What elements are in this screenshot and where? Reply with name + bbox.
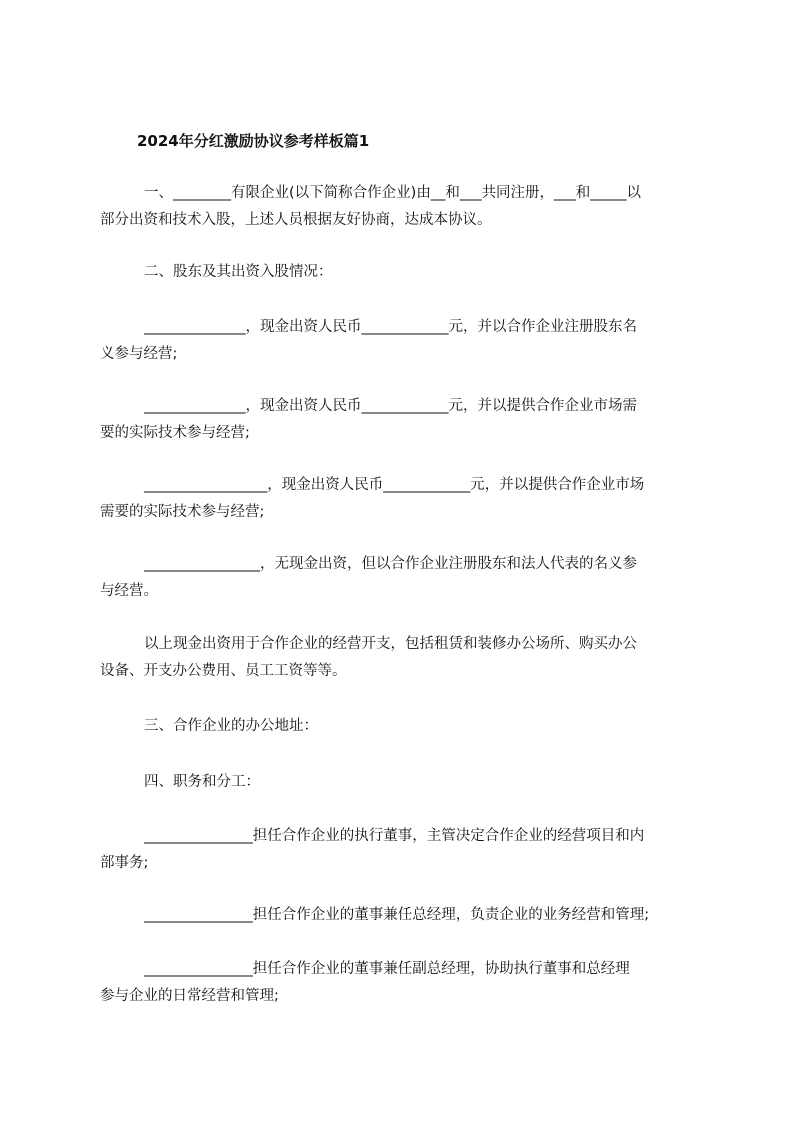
paragraph-line: 需要的实际技术参与经营;: [100, 504, 265, 520]
paragraph-line: 要的实际技术参与经营;: [100, 425, 250, 441]
paragraph-line: 二、股东及其出资入股情况：: [144, 264, 333, 280]
paragraph-line: 义参与经营;: [100, 346, 178, 362]
paragraph-line: 部分出资和技术入股，上述人员根据友好协商，达成本协议。: [100, 212, 492, 228]
document-title: 2024年分红激励协议参考样板篇1: [137, 132, 370, 150]
paragraph-shareholder-3: [100, 472, 710, 526]
section-heading-office-address: [100, 713, 710, 740]
paragraph-duty-deputy-manager: [100, 956, 710, 1010]
paragraph-shareholder-4: [100, 551, 710, 605]
paragraph-duty-general-manager: [100, 902, 710, 929]
paragraph-line: _______________担任合作企业的董事兼任副总经理，协助执行董事和总经理: [144, 961, 630, 977]
paragraph-line: _______________担任合作企业的董事兼任总经理，负责企业的业务经营和管理;: [144, 907, 650, 923]
paragraph-line: 与经营。: [100, 583, 158, 599]
section-heading-shareholders: [100, 259, 710, 286]
paragraph-line: _______________担任合作企业的执行董事，主管决定合作企业的经营项目和内: [144, 828, 645, 844]
paragraph-intro: [100, 180, 710, 234]
paragraph-line: 三、合作企业的办公地址：: [144, 718, 318, 734]
paragraph-line: ______________，现金出资人民币____________元，并以合作企业注册股东名: [144, 319, 637, 335]
paragraph-line: ________________，无现金出资，但以合作企业注册股东和法人代表的名义参: [144, 556, 637, 572]
paragraph-duty-executive-director: [100, 823, 710, 877]
paragraph-line: 部事务;: [100, 855, 149, 871]
paragraph-line: 参与企业的日常经营和管理;: [100, 988, 279, 1004]
paragraph-cash-usage: [100, 631, 710, 685]
paragraph-line: 一、________有限企业(以下简称合作企业)由__和___共同注册，___和_____以: [144, 185, 642, 201]
paragraph-line: 四、职务和分工：: [144, 774, 260, 790]
paragraph-shareholder-1: [100, 314, 710, 368]
paragraph-line: 以上现金出资用于合作企业的经营开支，包括租赁和装修办公场所、购买办公: [144, 636, 637, 652]
paragraph-line: _________________，现金出资人民币____________元，并以提供合作企业市场: [144, 477, 645, 493]
paragraph-line: 设备、开支办公费用、员工工资等等。: [100, 663, 347, 679]
section-heading-duties: [100, 769, 710, 796]
paragraph-shareholder-2: [100, 393, 710, 447]
paragraph-line: ______________，现金出资人民币____________元，并以提供合作企业市场需: [144, 398, 637, 414]
